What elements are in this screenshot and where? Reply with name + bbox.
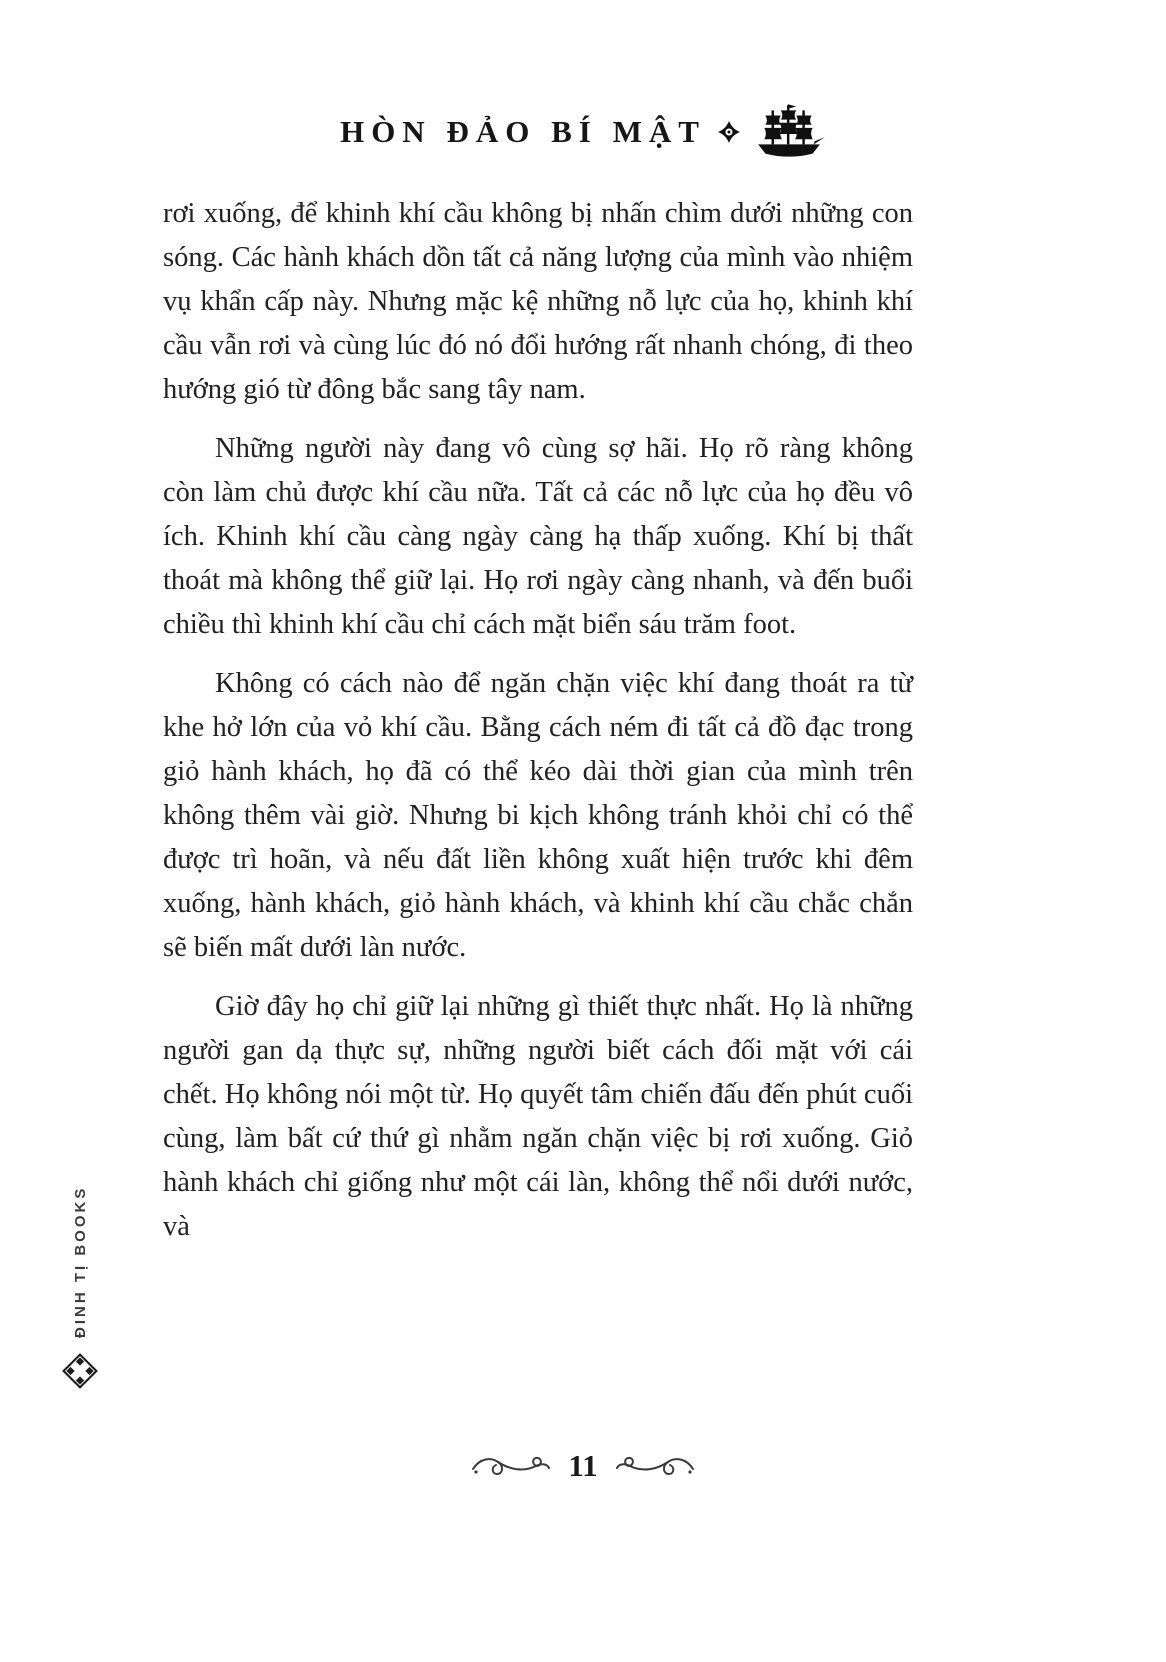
diamond-medallion-icon — [718, 121, 740, 143]
page-header — [0, 100, 1166, 164]
page-number: 11 — [568, 1448, 598, 1483]
publisher-mark — [56, 1185, 104, 1395]
ship-icon — [752, 104, 826, 160]
page-body — [163, 192, 913, 1264]
paragraph: Giờ đây họ chỉ giữ lại những gì thiết thực nhất. Họ là những người gan dạ thực sự, những người biết cách đối mặt với cái chết. Họ không nói một từ. Họ quyết tâm chiến đấu đến phút cuối cùng, làm bất cứ thứ gì nhằm ngăn chặn việc bị rơi xuống. Giỏ hành khách chỉ giống như một cái làn, không thể nổi dưới nước, và — [163, 991, 913, 1242]
paragraph: Không có cách nào để ngăn chặn việc khí đang thoát ra từ khe hở lớn của vỏ khí cầu. Bằng cách ném đi tất cả đồ đạc trong giỏ hành khách, họ đã có thể kéo dài thời gian của mình trên không thêm vài giờ. Nhưng bi kịch không tránh khỏi chỉ có thể được trì hoãn, và nếu đất liền không xuất hiện trước khi đêm xuống, hành khách, giỏ hành khách, và khinh khí cầu chắc chắn sẽ biến mất dưới làn nước. — [163, 668, 913, 963]
book-title: HÒN ĐẢO BÍ MẬT — [340, 114, 706, 149]
paragraph: Những người này đang vô cùng sợ hãi. Họ rõ ràng không còn làm chủ được khí cầu nữa. Tất cả các nỗ lực của họ đều vô ích. Khinh khí cầu càng ngày càng hạ thấp xuống. Khí bị thất thoát mà không thể giữ lại. Họ rơi ngày càng nhanh, và đến buổi chiều thì khinh khí cầu chỉ cách mặt biển sáu trăm foot. — [163, 433, 913, 640]
flourish-right-icon — [614, 1453, 696, 1479]
paragraph: rơi xuống, để khinh khí cầu không bị nhấn chìm dưới những con sóng. Các hành khách dồn tất cả năng lượng của mình vào nhiệm vụ khẩn cấp này. Nhưng mặc kệ những nỗ lực của họ, khinh khí cầu vẫn rơi và cùng lúc đó nó đổi hướng rất nhanh chóng, đi theo hướng gió từ đông bắc sang tây nam. — [163, 198, 913, 405]
publisher-name: ĐINH TỊ BOOKS — [71, 1185, 89, 1338]
publisher-logo-icon — [61, 1352, 99, 1395]
page-footer — [0, 1448, 1166, 1484]
flourish-left-icon — [470, 1453, 552, 1479]
